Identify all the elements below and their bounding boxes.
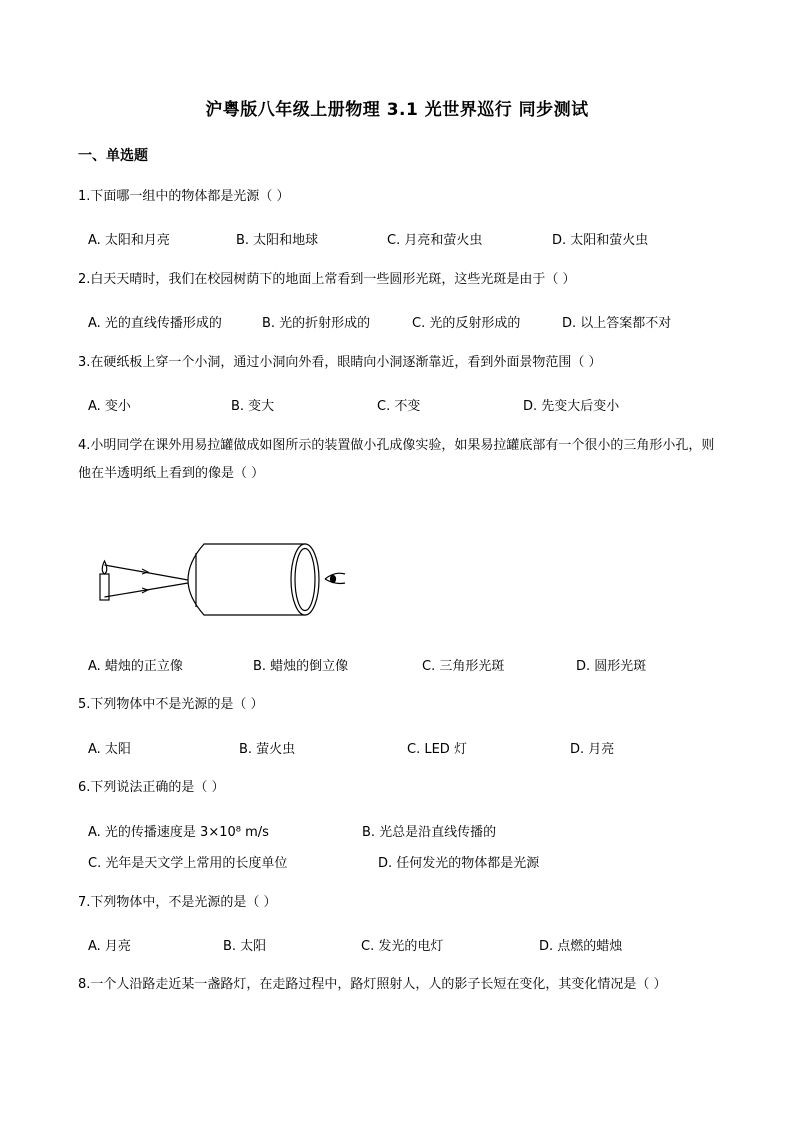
question-7: 7.下列物体中，不是光源的是（ ）	[78, 895, 277, 910]
option-b: B. 太阳和地球	[236, 233, 319, 248]
option-d: D. 太阳和萤火虫	[552, 233, 649, 248]
option-d: D. 圆形光斑	[576, 659, 647, 674]
question-4: 4.小明同学在课外用易拉罐做成如图所示的装置做小孔成像实验，如果易拉罐底部有一个很小的三角形小孔，则他在半透明纸上看到的像是（ ）	[78, 438, 715, 481]
option-d: D. 以上答案都不对	[562, 316, 672, 331]
option-d: D. 月亮	[570, 742, 615, 757]
question-3: 3.在硬纸板上穿一个小洞，通过小洞向外看，眼睛向小洞逐渐靠近，看到外面景物范围（ ）	[78, 355, 602, 370]
question-2: 2.白天天晴时，我们在校园树荫下的地面上常看到一些圆形光斑，这些光斑是由于（ ）	[78, 272, 576, 287]
option-c: C. 发光的电灯	[361, 939, 444, 954]
question-8: 8.一个人沿路走近某一盏路灯，在走路过程中，路灯照射人，人的影子长短在变化，其变化情况是（ ）	[78, 977, 667, 992]
page-title: 沪粤版八年级上册物理 3.1 光世界巡行 同步测试	[205, 100, 589, 120]
section-heading: 一、单选题	[78, 148, 148, 164]
option-a: A. 太阳	[88, 742, 131, 757]
option-c: C. 光的反射形成的	[412, 316, 521, 331]
candle-flame	[102, 561, 107, 574]
option-c: C. LED 灯	[407, 742, 467, 757]
option-d: D. 先变大后变小	[523, 399, 620, 414]
option-a: A. 变小	[88, 399, 131, 414]
option-d: D. 点燃的蜡烛	[539, 939, 623, 954]
option-a: A. 月亮	[88, 939, 131, 954]
question-5: 5.下列物体中不是光源的是（ ）	[78, 697, 264, 712]
option-b: B. 光总是沿直线传播的	[362, 825, 497, 840]
question-6: 6.下列说法正确的是（ ）	[78, 780, 225, 795]
option-c: C. 光年是天文学上常用的长度单位	[88, 856, 288, 871]
can-body	[188, 544, 305, 615]
option-c: C. 三角形光斑	[422, 659, 505, 674]
option-b: B. 萤火虫	[239, 742, 296, 757]
option-c: C. 不变	[377, 399, 421, 414]
option-a: A. 蜡烛的正立像	[88, 659, 183, 674]
option-a: A. 太阳和月亮	[88, 233, 170, 248]
option-c: C. 月亮和萤火虫	[387, 233, 483, 248]
eye-icon	[325, 573, 345, 583]
option-a: A. 光的直线传播形成的	[88, 316, 222, 331]
option-b: B. 蜡烛的倒立像	[253, 659, 349, 674]
option-b: B. 光的折射形成的	[262, 316, 371, 331]
pinhole-camera-figure	[92, 537, 362, 617]
light-ray-bottom	[105, 583, 189, 597]
option-b: B. 太阳	[223, 939, 267, 954]
question-1: 1.下面哪一组中的物体都是光源（ ）	[78, 189, 290, 204]
option-b: B. 变大	[231, 399, 275, 414]
option-d: D. 任何发光的物体都是光源	[378, 856, 540, 871]
option-a: A. 光的传播速度是 3×10⁸ m/s	[88, 825, 269, 840]
